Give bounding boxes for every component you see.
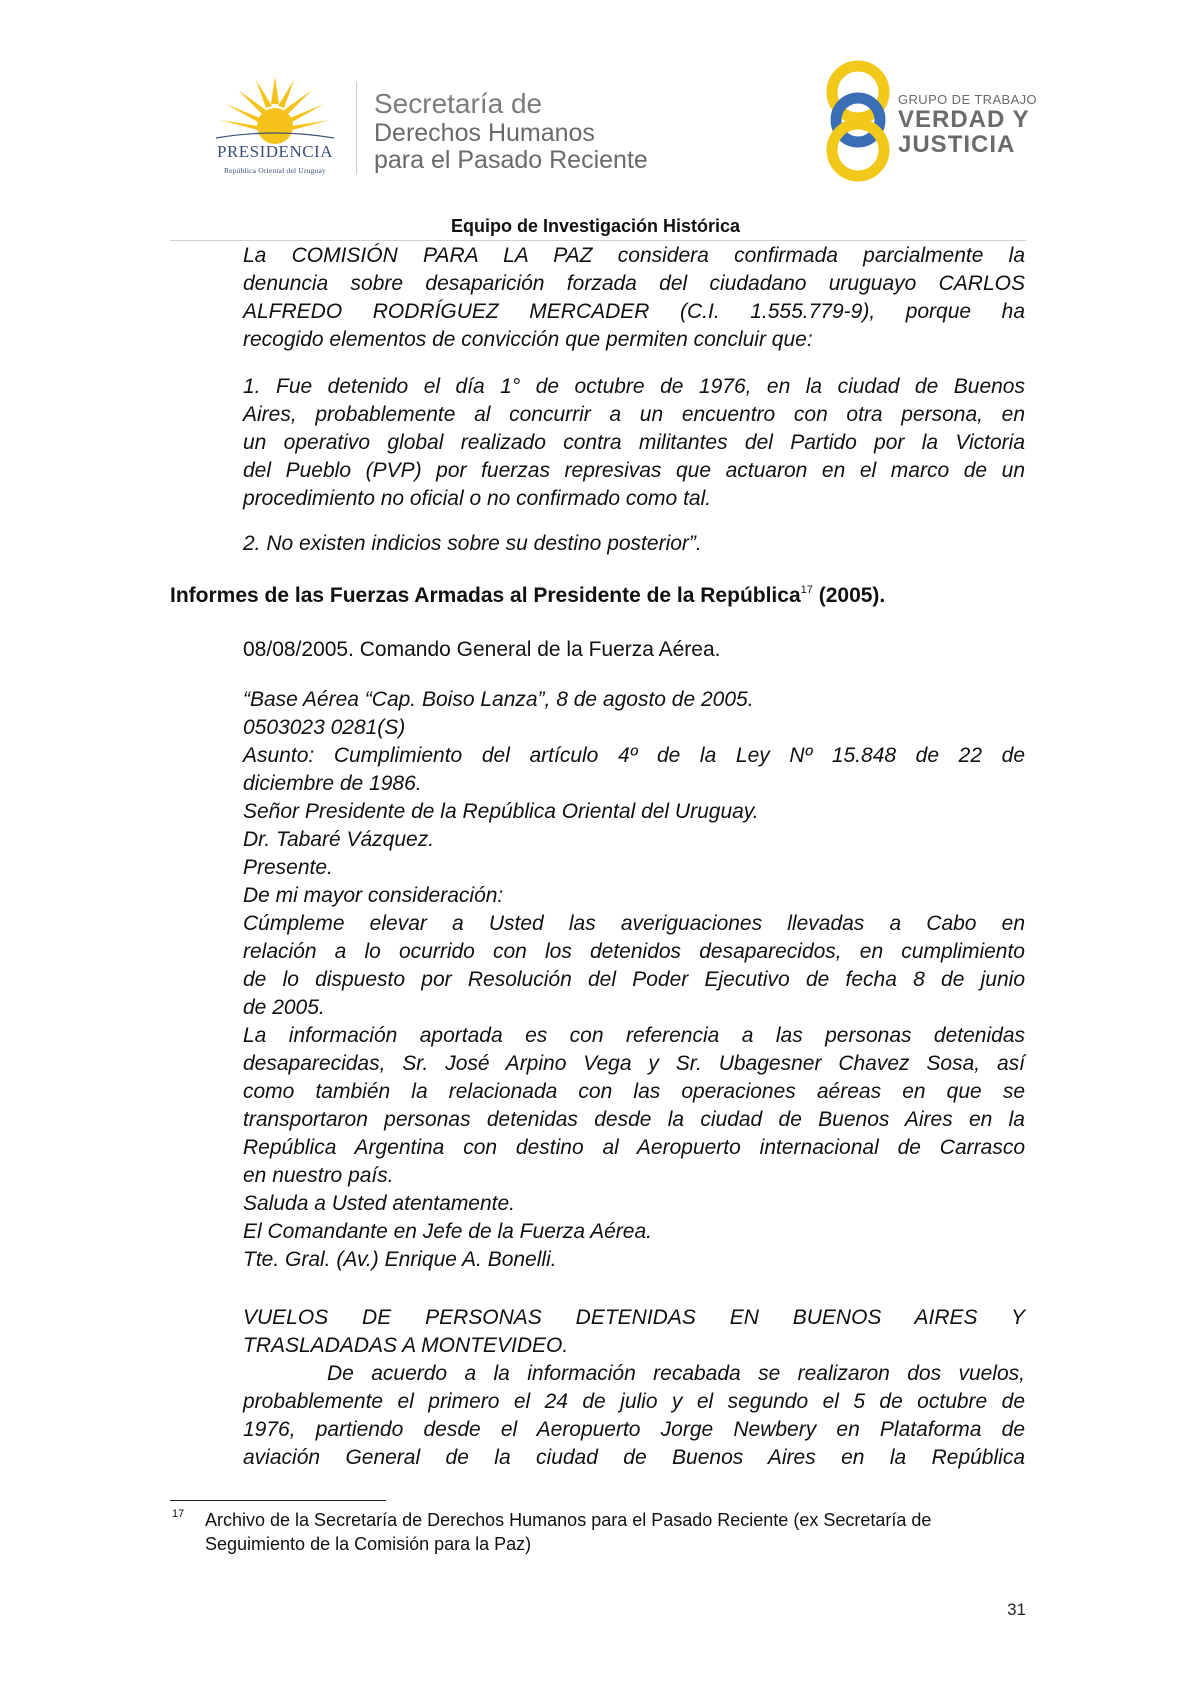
letter-line: como también la relacionada con las operaciones aéreas en que se: [243, 1080, 1025, 1103]
secretaria-logo-text: [374, 88, 714, 174]
header-rule: [170, 240, 1026, 241]
footnote-line-2: Seguimiento de la Comisión para la Paz): [205, 1534, 532, 1554]
verdad-justicia-text: [898, 92, 1037, 157]
vuelos-section: [243, 1304, 1025, 1472]
section-heading-text: Informes de las Fuerzas Armadas al Presidente de la República: [170, 584, 801, 607]
text-line: del Pueblo (PVP) por fuerzas represivas que actuaron en el marco de un: [243, 459, 1025, 482]
footnote-number: 17: [172, 1508, 185, 1520]
presidencia-name: PRESIDENCIA: [216, 142, 333, 161]
presidencia-logo: [196, 74, 354, 186]
verdad-justicia-logo: [820, 58, 910, 182]
letter-line: El Comandante en Jefe de la Fuerza Aérea.: [243, 1220, 652, 1243]
letter-line: Saluda a Usted atentamente.: [243, 1192, 516, 1215]
text-line: denuncia sobre desaparición forzada del ciudadano uruguayo CARLOS: [243, 272, 1025, 295]
letter-line: Dr. Tabaré Vázquez.: [243, 828, 435, 851]
letter-line: transportaron personas detenidas desde la ciudad de Buenos Aires en la: [243, 1108, 1025, 1131]
quote-paragraph-2: [243, 373, 1025, 513]
letter-line: de lo dispuesto por Resolución del Poder Ejecutivo de fecha 8 de junio: [243, 968, 1025, 991]
footnote-text: [205, 1508, 1025, 1556]
letter-line: Cúmpleme elevar a Usted las averiguaciones llevadas a Cabo en: [243, 912, 1025, 935]
text-line: un operativo global realizado contra militantes del Partido por la Victoria: [243, 431, 1025, 454]
secretaria-line-1: Secretaría de: [374, 88, 543, 119]
section-heading-year: (2005).: [812, 584, 886, 607]
quote-paragraph-3: [243, 530, 1025, 558]
vuelos-title-line: VUELOS DE PERSONAS DETENIDAS EN BUENOS AIRES Y: [243, 1306, 1025, 1329]
letter-line: La información aportada es con referencia a las personas detenidas: [243, 1024, 1025, 1047]
letter-line: Presente.: [243, 856, 333, 879]
sun-icon: [196, 74, 354, 144]
quote-paragraph-1: [243, 242, 1025, 354]
text-line: recogido elementos de convicción que permiten concluir que:: [243, 328, 813, 351]
letter-line: Asunto: Cumplimiento del artículo 4º de la Ley Nº 15.848 de 22 de: [243, 744, 1025, 767]
letter-line: desaparecidas, Sr. José Arpino Vega y Sr. Ubagesner Chavez Sosa, así: [243, 1052, 1025, 1075]
presidencia-subtitle: República Oriental del Uruguay: [223, 166, 326, 175]
dateline: [243, 636, 1025, 664]
interlocking-rings-icon: [820, 58, 910, 182]
letter-line: diciembre de 1986.: [243, 772, 422, 795]
letter-line: en nuestro país.: [243, 1164, 394, 1187]
letter-line: “Base Aérea “Cap. Boiso Lanza”, 8 de agosto de 2005.: [243, 688, 754, 711]
letter-quote: [243, 686, 1025, 1274]
text-line: 2. No existen indicios sobre su destino posterior”.: [243, 532, 702, 555]
team-title: Equipo de Investigación Histórica: [450, 216, 741, 236]
letter-line: relación a lo ocurrido con los detenidos desaparecidos, en cumplimiento: [243, 940, 1025, 963]
letter-line: Señor Presidente de la República Oriental del Uruguay.: [243, 800, 759, 823]
letter-line: República Argentina con destino al Aeropuerto internacional de Carrasco: [243, 1136, 1025, 1159]
text-line: De acuerdo a la información recabada se realizaron dos vuelos,: [327, 1362, 1025, 1385]
letter-line: De mi mayor consideración:: [243, 884, 504, 907]
page-header: [0, 0, 1191, 240]
gtvj-line-1: VERDAD Y: [898, 106, 1030, 133]
text-line: 1976, partiendo desde el Aeropuerto Jorge Newbery en Plataforma de: [243, 1418, 1025, 1441]
letter-line: Tte. Gral. (Av.) Enrique A. Bonelli.: [243, 1248, 557, 1271]
footnote-separator: [170, 1500, 386, 1501]
text-line: probablemente el primero el 24 de julio y el segundo el 5 de octubre de: [243, 1390, 1025, 1413]
letter-line: 0503023 0281(S): [243, 716, 406, 739]
text-line: 1. Fue detenido el día 1° de octubre de 1976, en la ciudad de Buenos: [243, 375, 1025, 398]
vuelos-title-line: TRASLADADAS A MONTEVIDEO.: [243, 1334, 569, 1357]
gtvj-small-label: GRUPO DE TRABAJO: [898, 92, 1038, 107]
dateline-text: 08/08/2005. Comando General de la Fuerza Aérea.: [243, 638, 721, 661]
footnote-line-1: Archivo de la Secretaría de Derechos Humanos para el Pasado Reciente (ex Secretaría de: [205, 1510, 932, 1530]
text-line: procedimiento no oficial o no confirmado como tal.: [243, 487, 712, 510]
letter-line: de 2005.: [243, 996, 325, 1019]
footnote-reference[interactable]: 17: [800, 584, 813, 596]
text-line: aviación General de la ciudad de Buenos Aires en la República: [243, 1446, 1025, 1469]
text-line: ALFREDO RODRÍGUEZ MERCADER (C.I. 1.555.779-9), porque ha: [243, 300, 1025, 323]
secretaria-line-2: Derechos Humanos: [374, 119, 595, 147]
page-number: 31: [1007, 1600, 1026, 1619]
gtvj-line-2: JUSTICIA: [898, 131, 1016, 158]
text-line: La COMISIÓN PARA LA PAZ considera confirmada parcialmente la: [243, 244, 1025, 267]
text-line: Aires, probablemente al concurrir a un encuentro con otra persona, en: [243, 403, 1025, 426]
header-divider: [356, 82, 357, 174]
secretaria-line-3: para el Pasado Reciente: [374, 146, 648, 174]
section-heading: [170, 584, 885, 608]
